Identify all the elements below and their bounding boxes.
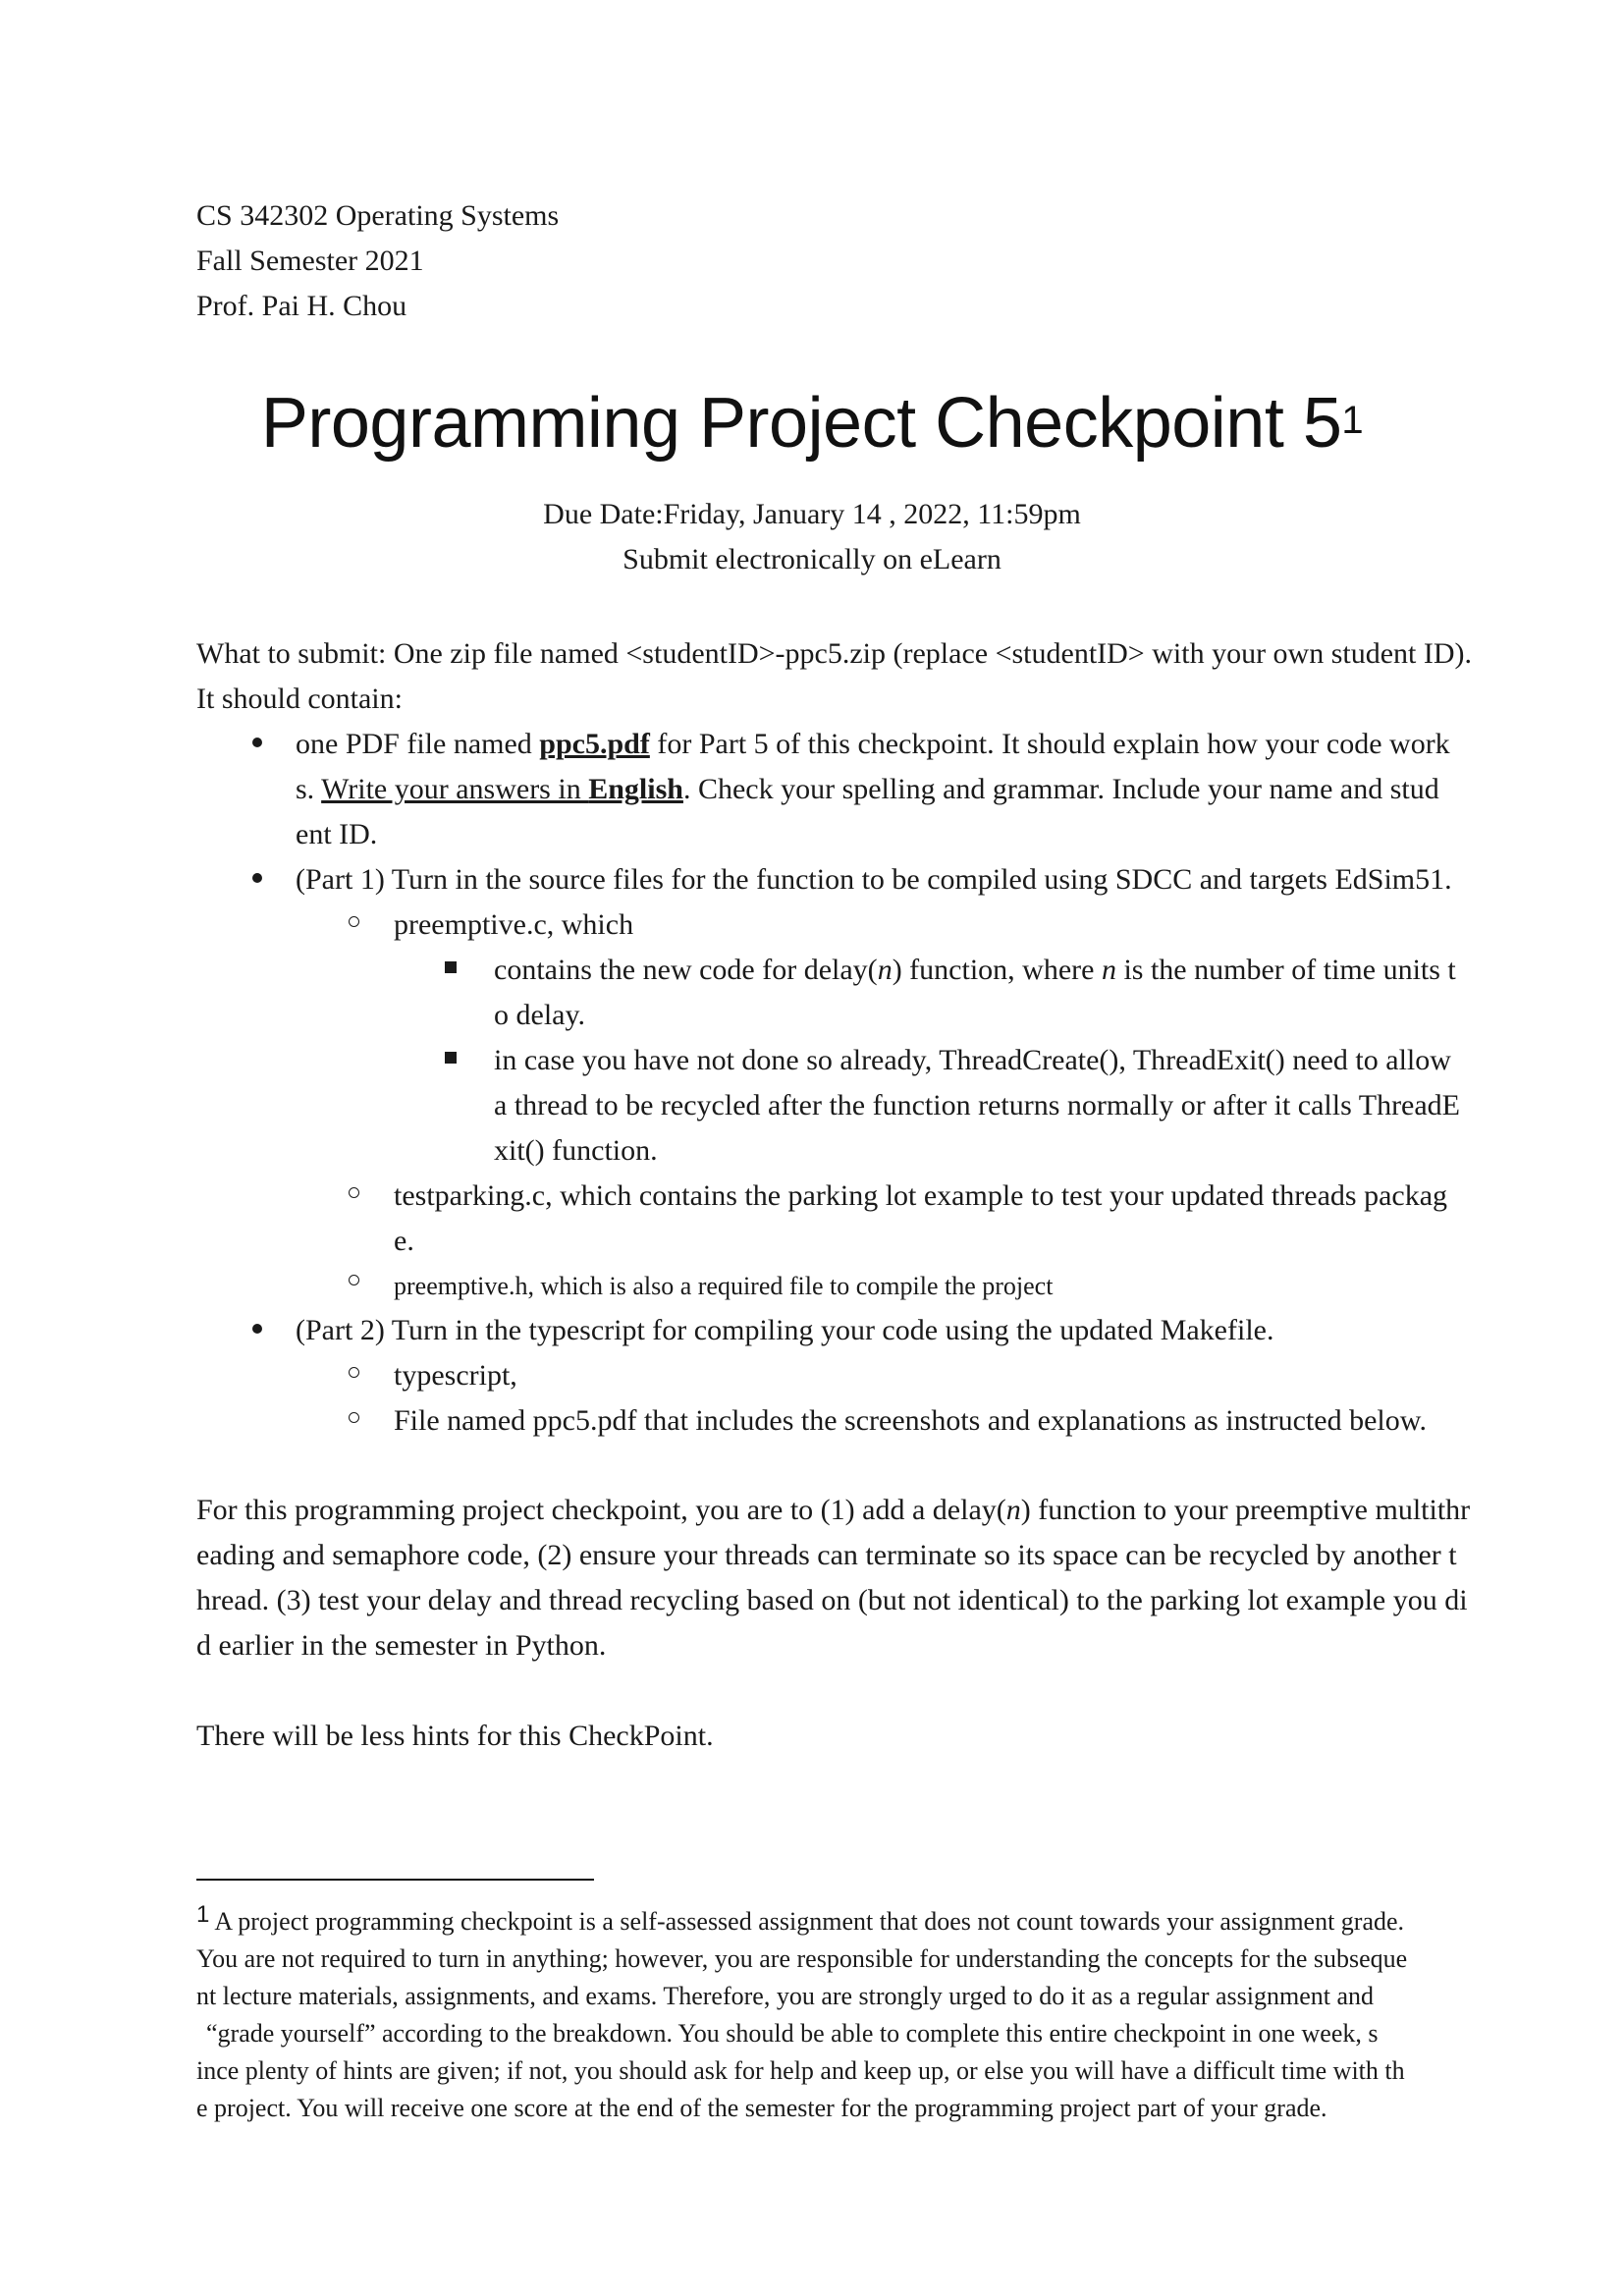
body-line-3: hread. (3) test your delay and thread recycling based on (but not identical) to the parking lot example you di: [196, 1584, 1468, 1616]
footnote-line-6: e project. You will receive one score at the end of the semester for the programming project part of your grade.: [196, 2094, 1327, 2122]
bullet-part1: (Part 1) Turn in the source files for the function to be compiled using SDCC and targets EdSim51.: [296, 863, 1452, 896]
pdf-text-g: . Check your spelling and grammar. Include your name and stud: [682, 773, 1439, 805]
delay-param: n: [877, 954, 893, 986]
course-name: CS 342302 Operating Systems: [196, 199, 560, 232]
circle-bullet-icon: [349, 1412, 359, 1423]
body-delay-param: n: [1005, 1494, 1021, 1526]
intro-line-1: What to submit: One zip file named <studentID>-ppc5.zip (replace <studentID> with your own student ID).: [196, 637, 1473, 670]
bullet-icon: [252, 873, 262, 883]
footnote-mark: 1: [196, 1901, 210, 1928]
pdf-filename: ppc5.pdf: [539, 728, 650, 760]
intro-line-2: It should contain:: [196, 683, 403, 715]
due-date: Due Date:Friday, January 14 , 2022, 11:59pm: [543, 498, 1081, 530]
pdf-text-a: one PDF file named: [296, 728, 540, 760]
body-text-a: For this programming project checkpoint, you are to (1) add a delay(: [196, 1494, 1006, 1526]
footnote-text-1: A project programming checkpoint is a self-assessed assignment that does not count towards your assignment grade.: [209, 1907, 1405, 1936]
body-line-4: d earlier in the semester in Python.: [196, 1629, 607, 1662]
pdf-english-instruction: Write your answers in: [321, 773, 589, 805]
semester: Fall Semester 2021: [196, 245, 424, 277]
submit-instructions: Submit electronically on eLearn: [623, 543, 1001, 575]
page-title: [0, 383, 1624, 464]
item-typescript: typescript,: [394, 1359, 517, 1392]
circle-bullet-icon: [349, 1187, 359, 1198]
hints-note: There will be less hints for this CheckPoint.: [196, 1720, 714, 1752]
footnote-line-5: ince plenty of hints are given; if not, you should ask for help and keep up, or else you will have a difficult time with th: [196, 2056, 1405, 2085]
bullet-pdf-line-1: [296, 722, 1450, 767]
pdf-english-word: English: [588, 773, 683, 805]
title-footnote-ref: 1: [1341, 399, 1364, 442]
bullet-icon: [252, 738, 262, 747]
square-bullet-icon: [445, 961, 457, 973]
delay-text-a: contains the new code for delay(: [494, 954, 878, 986]
circle-bullet-icon: [349, 1367, 359, 1378]
item-testparking-line-1: testparking.c, which contains the parking lot example to test your updated threads packag: [394, 1179, 1448, 1212]
professor: Prof. Pai H. Chou: [196, 290, 407, 322]
item-preemptive-c: preemptive.c, which: [394, 908, 634, 941]
pdf-text-c: for Part 5 of this checkpoint. It should explain how your code work: [649, 728, 1450, 760]
body-line-1: [196, 1488, 1470, 1533]
item-preemptive-h: preemptive.h, which is also a required file to compile the project: [394, 1272, 1054, 1300]
pdf-text-d: s.: [296, 773, 322, 805]
footnote-line-3: nt lecture materials, assignments, and exams. Therefore, you are strongly urged to do it as a regular assignment and: [196, 1982, 1375, 2010]
body-line-2: eading and semaphore code, (2) ensure your threads can terminate so its space can be recycled by another t: [196, 1539, 1457, 1571]
footnote-divider: [196, 1879, 594, 1881]
footnote-line-2: You are not required to turn in anything; however, you are responsible for understanding the concepts for the subseque: [196, 1944, 1408, 1973]
title-text: Programming Project Checkpoint 5: [260, 384, 1342, 463]
delay-text-b: ) function, where: [892, 954, 1102, 986]
circle-bullet-icon: [349, 1275, 359, 1285]
subitem-delay-line-1: [494, 948, 1456, 993]
square-bullet-icon: [445, 1052, 457, 1064]
bullet-pdf-line-3: ent ID.: [296, 818, 378, 850]
item-testparking-line-2: e.: [394, 1225, 414, 1257]
subitem-delay-line-2: o delay.: [494, 999, 586, 1031]
circle-bullet-icon: [349, 916, 359, 927]
subitem-recycle-line-1: in case you have not done so already, ThreadCreate(), ThreadExit() need to allow: [494, 1044, 1451, 1076]
bullet-pdf-line-2: [296, 767, 1439, 812]
delay-text-c: is the number of time units t: [1115, 954, 1456, 986]
footnote-line-4: “grade yourself” according to the breakdown. You should be able to complete this entire checkpoint in one week, s: [206, 2019, 1379, 2048]
bullet-part2: (Part 2) Turn in the typescript for compiling your code using the updated Makefile.: [296, 1314, 1274, 1346]
bullet-icon: [252, 1324, 262, 1334]
footnote-line-1: [196, 1902, 1443, 1941]
item-ppc5-pdf: File named ppc5.pdf that includes the screenshots and explanations as instructed below.: [394, 1404, 1427, 1437]
subitem-recycle-line-2: a thread to be recycled after the function returns normally or after it calls ThreadE: [494, 1089, 1461, 1121]
delay-param-2: n: [1101, 954, 1116, 986]
body-text-b: ) function to your preemptive multithr: [1020, 1494, 1471, 1526]
subitem-recycle-line-3: xit() function.: [494, 1134, 658, 1167]
